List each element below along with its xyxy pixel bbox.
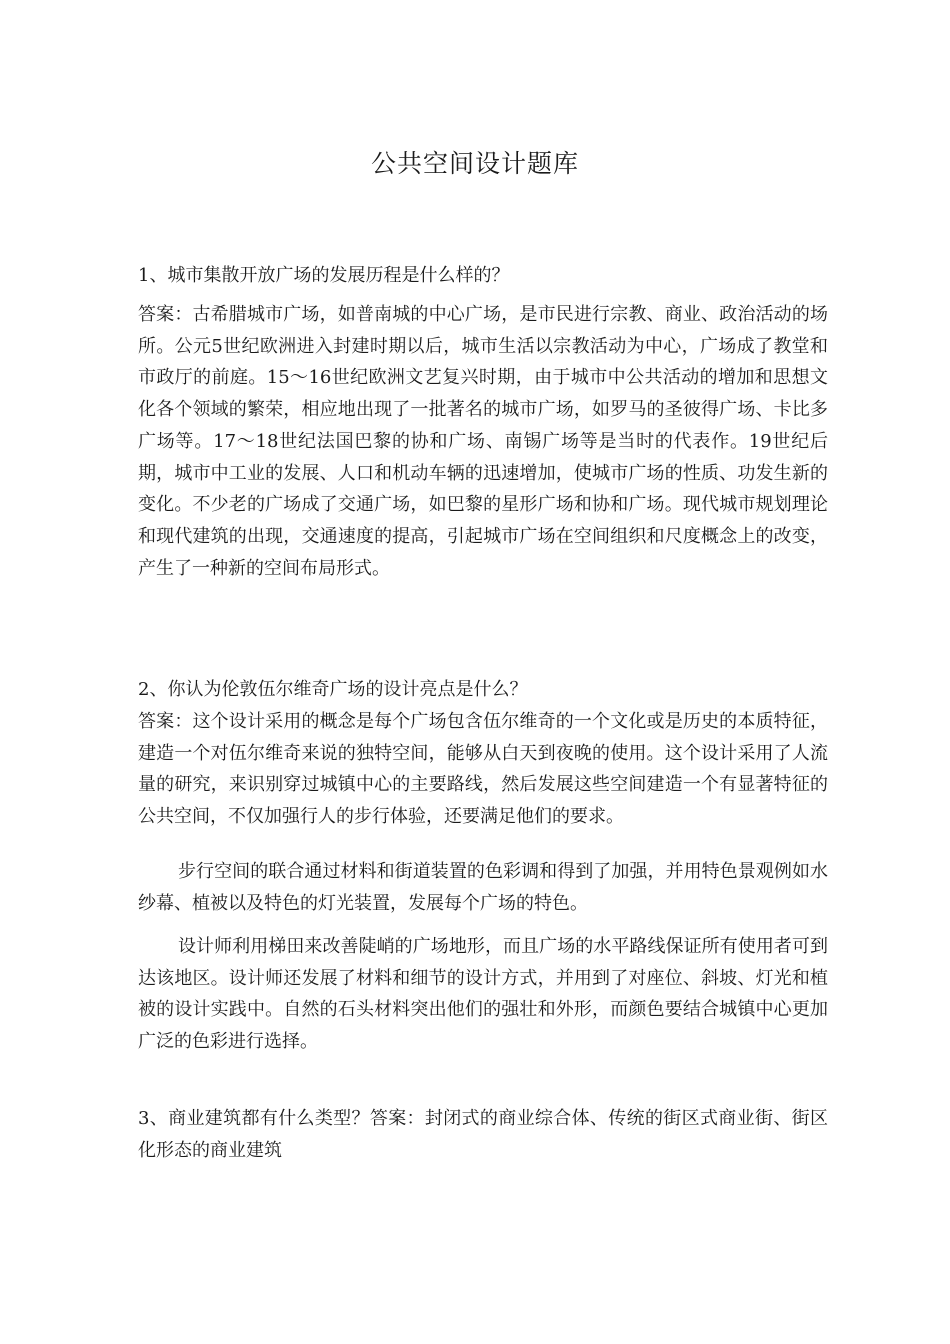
answer-3: 答案：封闭式的商业综合体、传统的街区式商业街、街区化形态的商业建筑 [138, 1108, 828, 1161]
document-title: 公共空间设计题库 [370, 149, 579, 178]
question-1: 1、城市集散开放广场的发展历程是什么样的？ [138, 265, 510, 286]
answer-1: 答案：古希腊城市广场，如普南城的中心广场，是市民进行宗教、商业、政治活动的场所。公元5世纪欧洲进入封建时期以后，城市生活以宗教活动为中心，广场成了教堂和市政厅的前庭。15〜16世纪欧洲文艺复兴时期，由于城市中公共活动的增加和思想文化各个领域的繁荣，相应地出现了一批著名的城市广场，如罗马的圣彼得广场、卡比多广场等。17〜18世纪法国巴黎的协和广场、南锡广场等是当时的代表作。19世纪后期，城市中工业的发展、人口和机动车辆的迅速增加，使城市广场的性质、功发生新的变化。不少老的广场成了交通广场，如巴黎的星形广场和协和广场。现代城市规划理论和现代建筑的出现，交通速度的提高，引起城市广场在空间组织和尺度概念上的改变，产生了一种新的空间布局形式。 [138, 304, 828, 579]
question-3-block [138, 1103, 828, 1166]
answer-2-paragraph-2: 步行空间的联合通过材料和街道装置的色彩调和得到了加强，并用特色景观例如水纱幕、植被以及特色的灯光装置，发展每个广场的特色。 [138, 861, 828, 914]
question-2: 2、你认为伦敦伍尔维奇广场的设计亮点是什么？ [138, 679, 528, 700]
answer-2-paragraph-3: 设计师利用梯田来改善陡峭的广场地形，而且广场的水平路线保证所有使用者可到达该地区。设计师还发展了材料和细节的设计方式，并用到了对座位、斜坡、灯光和植被的设计实践中。自然的石头材料突出他们的强壮和外形，而颜色要结合城镇中心更加广泛的色彩进行选择。 [138, 936, 828, 1053]
answer-2: 答案：这个设计采用的概念是每个广场包含伍尔维奇的一个文化或是历史的本质特征，建造一个对伍尔维奇来说的独特空间，能够从白天到夜晚的使用。这个设计采用了人流量的研究，来识别穿过城镇中心的主要路线，然后发展这些空间建造一个有显著特征的公共空间，不仅加强行人的步行体验，还要满足他们的要求。 [138, 711, 828, 828]
question-3: 3、商业建筑都有什么类型？ [138, 1108, 370, 1129]
